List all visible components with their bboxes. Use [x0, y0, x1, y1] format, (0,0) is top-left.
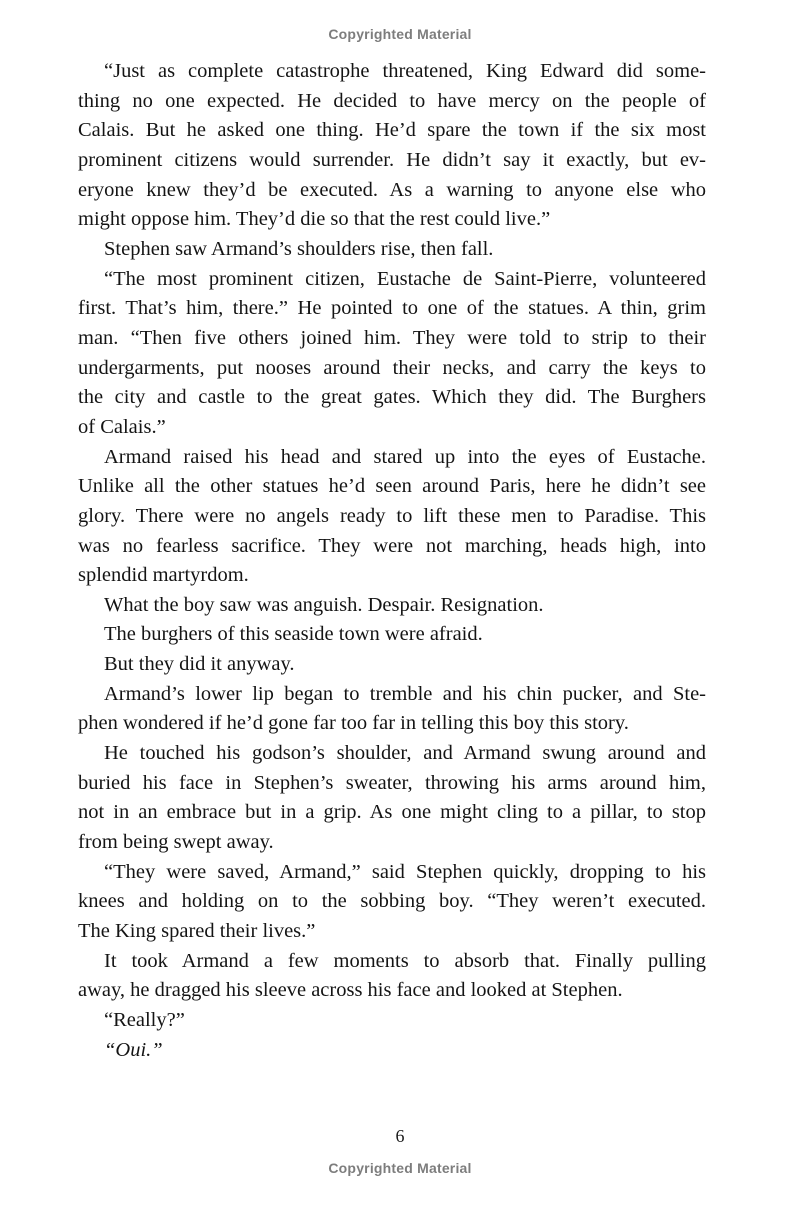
paragraph: [78, 265, 706, 443]
text-line: thing no one expected. He decided to have mercy on the people of: [78, 89, 706, 112]
text-line: It took Armand a few moments to absorb that. Finally pulling: [104, 949, 706, 972]
paragraph: [78, 650, 706, 680]
paragraph: [78, 443, 706, 591]
text-line: away, he dragged his sleeve across his face and looked at Stephen.: [78, 979, 623, 1002]
text-line: What the boy saw was anguish. Despair. Resignation.: [104, 593, 544, 616]
paragraph: [78, 57, 706, 235]
text-line: might oppose him. They’d die so that the rest could live.”: [78, 208, 551, 231]
text-line: undergarments, put nooses around their necks, and carry the keys to: [78, 356, 706, 379]
text-line: Armand’s lower lip began to tremble and his chin pucker, and Ste-: [104, 682, 706, 705]
text-line: The burghers of this seaside town were afraid.: [104, 623, 483, 646]
paragraph: [78, 739, 706, 858]
paragraph: [78, 858, 706, 947]
copyright-notice-bottom: Copyrighted Material: [328, 1160, 472, 1176]
text-line: phen wondered if he’d gone far too far in telling this boy this story.: [78, 712, 629, 735]
text-line: buried his face in Stephen’s sweater, throwing his arms around him,: [78, 771, 706, 794]
text-line: “Really?”: [104, 1009, 185, 1031]
copyright-notice-top: Copyrighted Material: [328, 26, 472, 42]
text-line: knees and holding on to the sobbing boy. “They weren’t executed.: [78, 890, 706, 913]
text-line: Unlike all the other statues he’d seen around Paris, here he didn’t see: [78, 475, 706, 498]
text-line: glory. There were no angels ready to lift these men to Paradise. This: [78, 504, 706, 527]
paragraph: [78, 680, 706, 739]
text-line: “The most prominent citizen, Eustache de Saint-Pierre, volunteered: [104, 267, 706, 290]
text-line: from being swept away.: [78, 831, 274, 854]
text-line: the city and castle to the great gates. Which they did. The Burghers: [78, 386, 706, 409]
text-line: Calais. But he asked one thing. He’d spare the town if the six most: [78, 119, 706, 142]
text-line: The King spared their lives.”: [78, 920, 316, 943]
text-line: of Calais.”: [78, 415, 166, 438]
text-line: But they did it anyway.: [104, 653, 295, 676]
paragraph: [78, 591, 706, 621]
text-line: man. “Then five others joined him. They were told to strip to their: [78, 326, 706, 349]
text-line: Stephen saw Armand’s shoulders rise, then fall.: [104, 237, 494, 260]
text-line: Armand raised his head and stared up into the eyes of Eustache.: [104, 445, 706, 468]
text-line: “They were saved, Armand,” said Stephen quickly, dropping to his: [104, 860, 706, 883]
paragraph: [78, 620, 706, 650]
text-line: not in an embrace but in a grip. As one might cling to a pillar, to stop: [78, 801, 706, 824]
page-text-block: [78, 57, 706, 1065]
text-line: was no fearless sacrifice. They were not marching, heads high, into: [78, 534, 706, 557]
page-number: 6: [395, 1126, 405, 1146]
text-line: prominent citizens would surrender. He didn’t say it exactly, but ev-: [78, 148, 706, 171]
text-line: He touched his godson’s shoulder, and Armand swung around and: [104, 742, 706, 765]
paragraph: [78, 235, 706, 265]
text-line: “Oui.”: [104, 1038, 163, 1061]
text-line: eryone knew they’d be executed. As a warning to anyone else who: [78, 178, 706, 201]
text-line: splendid martyrdom.: [78, 564, 249, 587]
text-line: “Just as complete catastrophe threatened, King Edward did some-: [104, 60, 706, 82]
paragraph: [78, 1036, 706, 1066]
text-line: first. That’s him, there.” He pointed to one of the statues. A thin, grim: [78, 297, 706, 320]
paragraph: [78, 947, 706, 1036]
